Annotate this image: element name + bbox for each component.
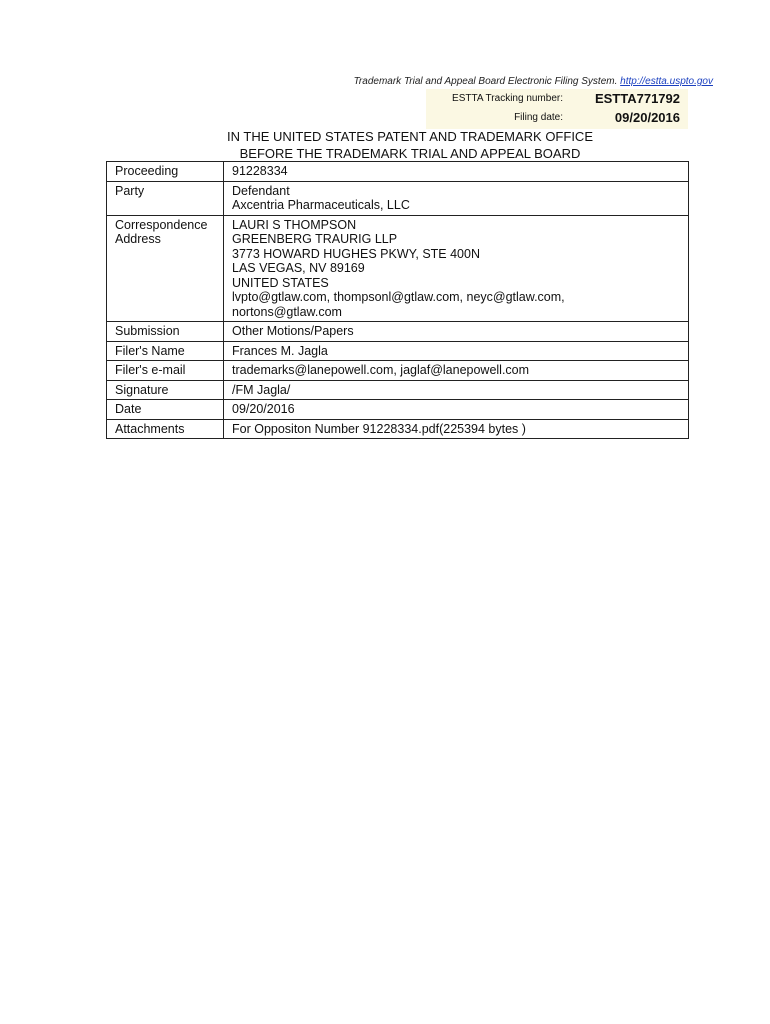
correspondent-country: UNITED STATES bbox=[232, 275, 329, 290]
submission-label: Submission bbox=[107, 322, 224, 342]
filing-date-label: Filing date: bbox=[514, 112, 563, 123]
table-row-correspondence bbox=[107, 215, 689, 322]
table-row-attachments bbox=[107, 419, 689, 439]
attachments-label: Attachments bbox=[107, 419, 224, 439]
filer-name-label: Filer's Name bbox=[107, 341, 224, 361]
signature-value: /FM Jagla/ bbox=[224, 380, 689, 400]
correspondent-emails: lvpto@gtlaw.com, thompsonl@gtlaw.com, neyc@gtlaw.com, bbox=[232, 290, 565, 304]
party-role: Defendant bbox=[232, 183, 290, 198]
party-value bbox=[224, 181, 689, 215]
date-label: Date bbox=[107, 400, 224, 420]
party-label: Party bbox=[107, 181, 224, 215]
table-row-signature bbox=[107, 380, 689, 400]
proceeding-label: Proceeding bbox=[107, 162, 224, 182]
tracking-number-value: ESTTA771792 bbox=[594, 91, 680, 106]
correspondent-street: 3773 HOWARD HUGHES PKWY, STE 400N bbox=[232, 246, 480, 261]
party-name: Axcentria Pharmaceuticals, LLC bbox=[232, 198, 410, 212]
filer-name-value: Frances M. Jagla bbox=[224, 341, 689, 361]
correspondent-emails-cont: nortons@gtlaw.com bbox=[232, 304, 342, 319]
filing-date-value: 09/20/2016 bbox=[614, 110, 680, 125]
submission-value: Other Motions/Papers bbox=[224, 322, 689, 342]
tracking-box bbox=[426, 89, 688, 129]
signature-label: Signature bbox=[107, 380, 224, 400]
attachments-value: For Oppositon Number 91228334.pdf(225394 bytes ) bbox=[224, 419, 689, 439]
tracking-number-label: ESTTA Tracking number: bbox=[452, 93, 563, 104]
table-row-submission bbox=[107, 322, 689, 342]
estta-link[interactable]: http://estta.uspto.gov bbox=[620, 76, 713, 87]
filing-system-text: Trademark Trial and Appeal Board Electronic Filing System. bbox=[353, 76, 618, 87]
correspondence-label-line-1: Correspondence bbox=[115, 217, 208, 232]
correspondence-label bbox=[107, 215, 224, 322]
correspondent-city: LAS VEGAS, NV 89169 bbox=[232, 261, 365, 275]
table-row-date bbox=[107, 400, 689, 420]
correspondent-name: LAURI S THOMPSON bbox=[232, 217, 357, 232]
filing-info-table bbox=[106, 161, 689, 439]
correspondence-address bbox=[224, 215, 689, 322]
filer-email-value: trademarks@lanepowell.com, jaglaf@lanepowell.com bbox=[224, 361, 689, 381]
filing-system-header bbox=[354, 76, 713, 87]
correspondence-label-line-2: Address bbox=[115, 232, 161, 246]
proceeding-value: 91228334 bbox=[224, 162, 689, 182]
office-title-line-2: BEFORE THE TRADEMARK TRIAL AND APPEAL BOARD bbox=[239, 146, 581, 161]
table-row-filer-email bbox=[107, 361, 689, 381]
correspondent-firm: GREENBERG TRAURIG LLP bbox=[232, 232, 398, 246]
date-value: 09/20/2016 bbox=[224, 400, 689, 420]
office-title-line-1: IN THE UNITED STATES PATENT AND TRADEMARK OFFICE bbox=[227, 129, 593, 144]
table-row-party bbox=[107, 181, 689, 215]
table-row-filer-name bbox=[107, 341, 689, 361]
table-row-proceeding bbox=[107, 162, 689, 182]
filer-email-label: Filer's e-mail bbox=[107, 361, 224, 381]
